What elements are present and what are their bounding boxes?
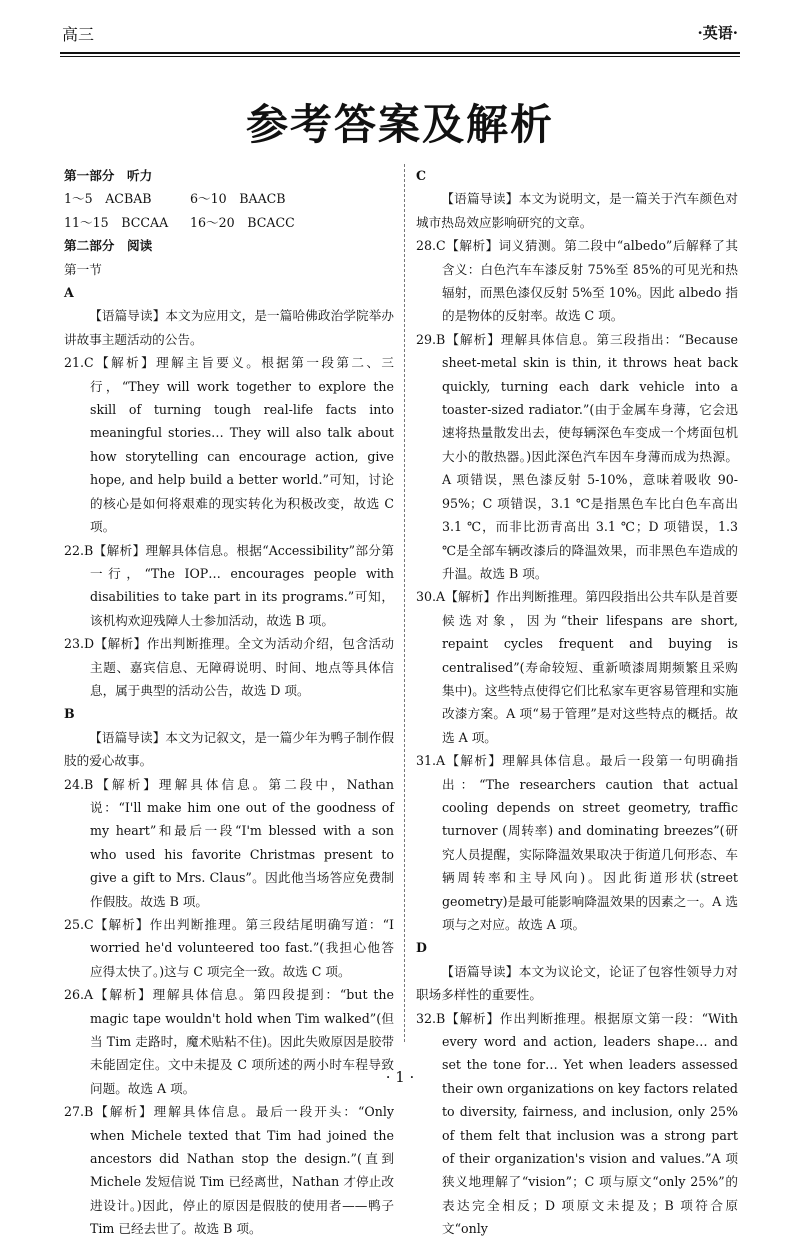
answer-explanation: 24.B【解析】理解具体信息。第二段中，Nathan 说：“I'll make him one out of the goodness of my heart”和最后一段“I'm blessed with a son who used his favorite Christmas present to give a gift to Mrs. Claus”。因此他当场答应免费制作假肢。故选 B 项。 — [64, 776, 394, 909]
paragraph: 第一节 — [64, 261, 102, 277]
passage-intro: 【语篇导读】本文为记叙文，是一篇少年为鸭子制作假肢的爱心故事。 — [64, 729, 394, 769]
passage-label: C — [416, 168, 427, 183]
answer-explanation: 21.C【解析】理解主旨要义。根据第一段第二、三行，“They will work together to explore the skill of turning tough real-life facts into meaningful stories… They will also talk about how storytelling can encourage action, give hope, and help build a better world.”可知，讨论的核心是如何将艰难的现实转化为积极改变，故选 C 项。 — [64, 355, 394, 535]
passage-label: D — [416, 940, 427, 956]
answer-explanation: 28.C【解析】词义猜测。第二段中“albedo”后解释了其含义：白色汽车车漆反射 75%至 85%的可见光和热辐射，而黑色漆仅反射 5%至 10%。因此 albedo 指的是物体的反射率。故选 C 项。 — [416, 238, 738, 324]
answer-explanation: 31.A【解析】理解具体信息。最后一段第一句明确指出：“The researchers caution that actual cooling depends on street geometry, traffic turnover (周转率) and dominating breezes”(研究人员提醒，实际降温效果取决于街道几何形态、车辆周转率和主导风向)。因此街道形状(street geometry)是最可能影响降温效果的因素之一。A 选项与之对应。故选 A 项。 — [416, 753, 738, 932]
answer-range: 16～20 BCACC — [190, 214, 295, 230]
page-title: 参考答案及解析 — [245, 100, 554, 149]
passage-label: A — [64, 285, 74, 301]
answer-explanation: 23.D【解析】作出判断推理。全文为活动介绍，包含活动主题、嘉宾信息、无障碍说明、时间、地点等具体信息，属于典型的活动公告，故选 D 项。 — [64, 636, 394, 698]
header-rule-thick — [60, 52, 740, 54]
section-heading: 第二部分 阅读 — [64, 238, 153, 254]
answer-range: 6～10 BAACB — [190, 191, 286, 207]
answer-explanation: 26.A【解析】理解具体信息。第四段提到：“but the magic tape wouldn't hold when Tim walked”(但当 Tim 走路时，魔术贴粘不住)。因此失败原因是胶带未能固定住。文中未提及 C 项所述的两小时车程导致问题。故选 A 项。 — [64, 987, 394, 1096]
answer-explanation: 27.B【解析】理解具体信息。最后一段开头：“Only when Michele texted that Tim had joined the ancestors did Nathan stop the design.”(直到 Michele 发短信说 Tim 已经离世，Nathan 才停止改进设计。)因此，停止的原因是假肢的使用者——鸭子 Tim 已经去世了。故选 B 项。 — [64, 1104, 394, 1237]
section-heading: 第一部分 听力 — [64, 168, 153, 183]
answer-explanation: 22.B【解析】理解具体信息。根据“Accessibility”部分第一行，“The IOP… encourages people with disabilities to take part in its programs.”可知，该机构欢迎残障人士参加活动，故选 B 项。 — [64, 542, 394, 628]
answer-explanation: 32.B【解析】作出判断推理。根据原文第一段：“With every word and action, leaders shape… and set the tone for… Yet when leaders assessed their own organizations on key factors related to diversity, fairness, and inclusion, only 25% of them felt that inclusion was a strong part of their organization's vision and values.”A 项狭义地理解了“vision”；C 项与原文“only 25%”的表达完全相反；D 项原文未提及；B 项符合原文“only — [416, 1010, 738, 1237]
answer-range: 1～5 ACBAB — [64, 191, 152, 207]
page-number: · 1 · — [385, 1068, 415, 1086]
answer-key-row — [64, 187, 394, 210]
answer-explanation: 25.C【解析】作出判断推理。第三段结尾明确写道：“I worried he'd volunteered too fast.”(我担心他答应得太快了。)这与 C 项完全一致。故选 C 项。 — [64, 917, 394, 979]
page-header — [60, 14, 740, 44]
passage-intro: 【语篇导读】本文为议论文，论证了包容性领导力对职场多样性的重要性。 — [416, 963, 738, 1003]
passage-intro: 【语篇导读】本文为说明文，是一篇关于汽车颜色对城市热岛效应影响研究的文章。 — [416, 191, 738, 230]
header-rule-thin — [60, 56, 740, 57]
subject-label: ·英语· — [697, 24, 738, 42]
column-divider — [404, 164, 405, 1042]
answer-key-row — [64, 211, 394, 234]
answer-explanation: 30.A【解析】作出判断推理。第四段指出公共车队是首要候选对象，因为“their lifespans are short, repaint cycles frequent and buying is centralised”(寿命较短、重新喷漆周期频繁且采购集中)。这些特点使得它们比私家车更容易管理和实施改漆方案。A 项“易于管理”是对这些特点的概括。故选 A 项。 — [416, 589, 738, 745]
answer-explanation: 29.B【解析】理解具体信息。第三段指出：“Because sheet-metal skin is thin, it throws heat back quickly, turning each dark vehicle into a toaster-sized radiator.”(由于金属车身薄，它会迅速将热量散发出去，使每辆深色车变成一个烤面包机大小的散热器。)因此深色汽车因车身薄而成为热源。A 项错误，黑色漆反射 5-10%，意味着吸收 90-95%；C 项错误，3.1 ℃是指黑色车比白色车高出 3.1 ℃，而非比沥青高出 3.1 ℃；D 项错误，1.3 ℃是全部车辆改漆后的降温效果，而非黑色车造成的升温。故选 B 项。 — [416, 331, 738, 581]
answer-range: 11～15 BCCAA — [64, 214, 169, 230]
passage-label: B — [64, 706, 75, 722]
passage-intro: 【语篇导读】本文为应用文，是一篇哈佛政治学院举办讲故事主题活动的公告。 — [64, 308, 394, 347]
grade-label: 高三 — [62, 25, 95, 44]
